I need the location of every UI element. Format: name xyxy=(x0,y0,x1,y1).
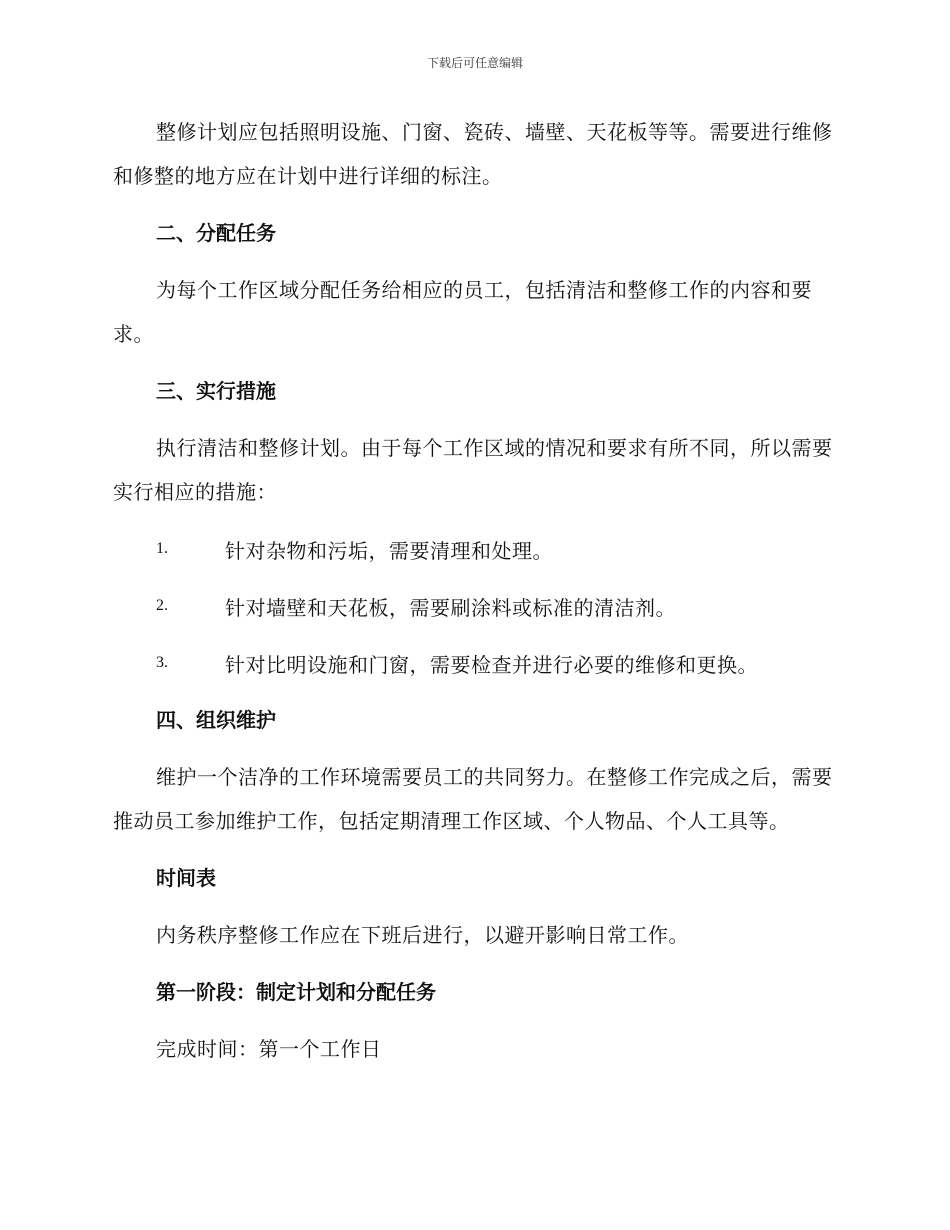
section-heading-maintenance: 四、组织维护 xyxy=(156,708,276,732)
list-number: 1. xyxy=(156,540,168,557)
list-item xyxy=(113,527,833,571)
list-text: 针对比明设施和门窗，需要检查并进行必要的维修和更换。 xyxy=(225,652,758,677)
paragraph-schedule: 内务秩序整修工作应在下班后进行，以避开影响日常工作。 xyxy=(156,923,689,947)
section-heading-schedule: 时间表 xyxy=(156,866,216,890)
paragraph-maintenance: 维护一个洁净的工作环境需要员工的共同努力。在整修工作完成之后，需要推动员工参加维护工作，包括定期清理工作区域、个人物品、个人工具等。 xyxy=(113,765,833,833)
section-heading-measures: 三、实行措施 xyxy=(156,379,276,403)
list-item xyxy=(113,584,833,628)
document-body xyxy=(113,110,833,1084)
paragraph-measures: 执行清洁和整修计划。由于每个工作区域的情况和要求有所不同，所以需要实行相应的措施： xyxy=(113,436,833,504)
list-number: 3. xyxy=(156,654,168,671)
paragraph-renovation-plan: 整修计划应包括照明设施、门窗、瓷砖、墙壁、天花板等等。需要进行维修和修整的地方应在计划中进行详细的标注。 xyxy=(113,120,833,188)
list-text: 针对墙壁和天花板，需要刷涂料或标准的清洁剂。 xyxy=(225,595,676,620)
section-heading-assign-tasks: 二、分配任务 xyxy=(156,221,276,245)
list-number: 2. xyxy=(156,597,168,614)
list-item xyxy=(113,641,833,685)
section-heading-phase-one: 第一阶段：制定计划和分配任务 xyxy=(156,980,436,1004)
paragraph-assign-tasks: 为每个工作区域分配任务给相应的员工，包括清洁和整修工作的内容和要求。 xyxy=(113,278,812,346)
paragraph-completion-time: 完成时间：第一个工作日 xyxy=(156,1037,382,1061)
header-note: 下载后可任意编辑 xyxy=(426,56,523,70)
list-text: 针对杂物和污垢，需要清理和处理。 xyxy=(225,538,553,563)
